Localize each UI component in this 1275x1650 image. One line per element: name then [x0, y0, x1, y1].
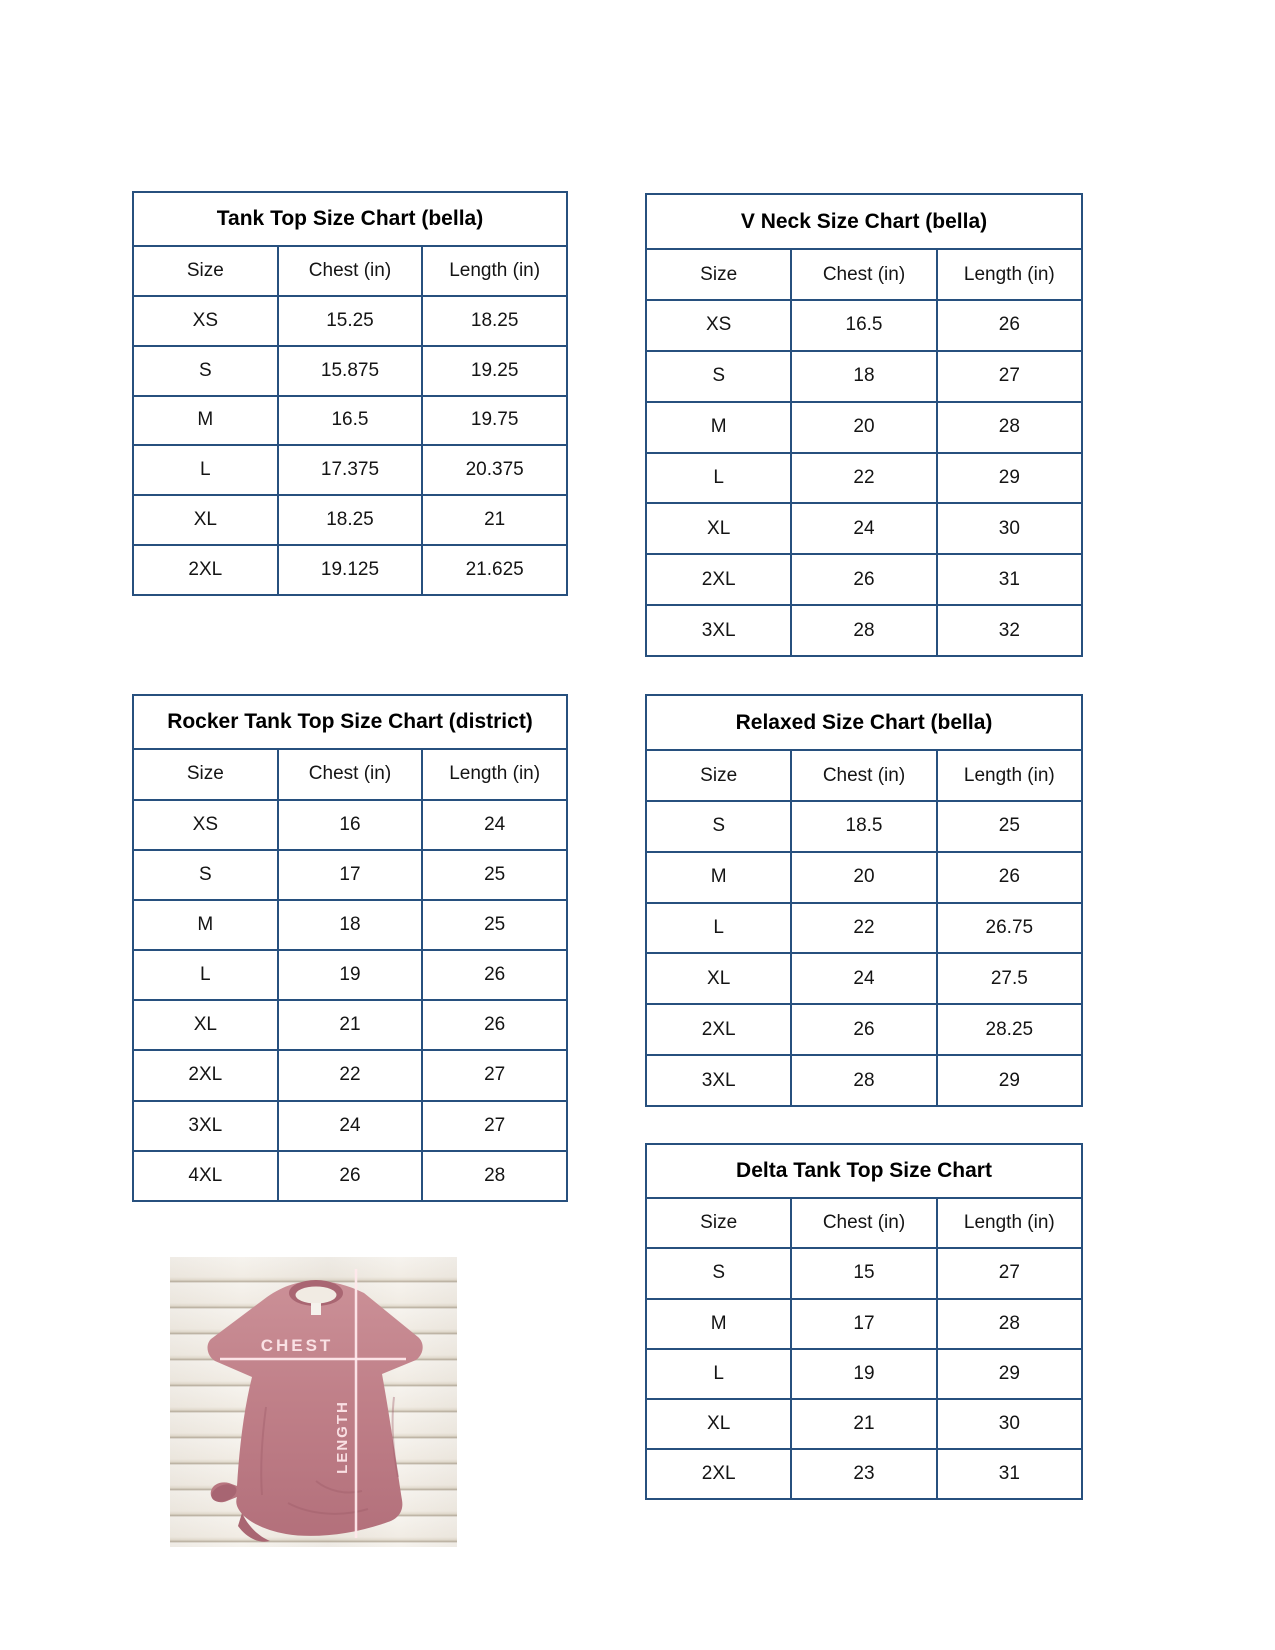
table-row [646, 554, 1082, 605]
length-cell: 27 [422, 1101, 567, 1151]
length-cell: 27 [422, 1050, 567, 1100]
tshirt-collar-opening [296, 1287, 337, 1304]
chest-cell: 19.125 [278, 545, 423, 595]
size-cell: XL [133, 495, 278, 545]
title-row [133, 192, 567, 246]
size-cell: 2XL [133, 545, 278, 595]
tshirt-neck-tag [311, 1303, 321, 1315]
size-cell: S [133, 850, 278, 900]
size-cell: M [646, 1299, 791, 1349]
length-label: LENGTH [334, 1400, 351, 1474]
tshirt-graphic [170, 1257, 457, 1547]
rocker-tank-top-size-table [132, 694, 568, 1202]
title-row [646, 695, 1082, 750]
size-cell: XL [646, 503, 791, 554]
chest-cell: 28 [791, 605, 936, 656]
chest-cell: 16 [278, 800, 423, 850]
table-row [646, 852, 1082, 903]
table-row [133, 900, 567, 950]
delta-tank-top-table [645, 1143, 1083, 1500]
column-header: Length (in) [937, 750, 1082, 801]
relaxed-size-table [645, 694, 1083, 1107]
table-row [646, 1449, 1082, 1499]
tshirt-body [208, 1281, 423, 1536]
length-cell: 19.25 [422, 346, 567, 396]
table-row [646, 605, 1082, 656]
chest-cell: 24 [278, 1101, 423, 1151]
chest-cell: 21 [278, 1000, 423, 1050]
table-row [646, 1248, 1082, 1298]
shirt-measurement-image [170, 1257, 457, 1547]
length-cell: 31 [937, 1449, 1082, 1499]
length-cell: 28 [937, 1299, 1082, 1349]
size-cell: L [646, 903, 791, 954]
length-cell: 27.5 [937, 953, 1082, 1004]
size-cell: L [133, 950, 278, 1000]
size-cell: M [646, 402, 791, 453]
length-cell: 18.25 [422, 296, 567, 346]
table-row [133, 950, 567, 1000]
table-row [646, 903, 1082, 954]
column-header: Size [646, 1198, 791, 1248]
table-row [646, 953, 1082, 1004]
chest-cell: 20 [791, 402, 936, 453]
size-cell: S [133, 346, 278, 396]
size-cell: 3XL [133, 1101, 278, 1151]
header-row [133, 246, 567, 296]
size-cell: M [646, 852, 791, 903]
size-cell: M [133, 396, 278, 446]
size-cell: XL [133, 1000, 278, 1050]
table-row [133, 1101, 567, 1151]
length-cell: 27 [937, 1248, 1082, 1298]
length-cell: 31 [937, 554, 1082, 605]
size-cell: XL [646, 1399, 791, 1449]
table-title: Delta Tank Top Size Chart [646, 1144, 1082, 1198]
v-neck-table [645, 193, 1083, 657]
chest-cell: 19 [791, 1349, 936, 1399]
table-title: Tank Top Size Chart (bella) [133, 192, 567, 246]
chest-cell: 22 [791, 903, 936, 954]
length-cell: 26 [422, 950, 567, 1000]
length-cell: 29 [937, 453, 1082, 504]
column-header: Size [646, 750, 791, 801]
column-header: Length (in) [422, 749, 567, 799]
size-cell: XS [133, 800, 278, 850]
length-cell: 28.25 [937, 1004, 1082, 1055]
column-header: Length (in) [937, 1198, 1082, 1248]
length-cell: 19.75 [422, 396, 567, 446]
table-row [646, 1055, 1082, 1106]
column-header: Length (in) [422, 246, 567, 296]
table-row [133, 346, 567, 396]
chest-cell: 15 [791, 1248, 936, 1298]
column-header: Size [646, 249, 791, 300]
length-cell: 29 [937, 1055, 1082, 1106]
header-row [646, 1198, 1082, 1248]
table-row [646, 1399, 1082, 1449]
chest-cell: 15.875 [278, 346, 423, 396]
length-cell: 28 [937, 402, 1082, 453]
length-cell: 26 [422, 1000, 567, 1050]
table-row [133, 1000, 567, 1050]
header-row [646, 750, 1082, 801]
length-cell: 25 [422, 850, 567, 900]
size-cell: 2XL [646, 1004, 791, 1055]
chest-cell: 28 [791, 1055, 936, 1106]
chest-cell: 18.5 [791, 801, 936, 852]
size-cell: S [646, 801, 791, 852]
size-cell: L [646, 1349, 791, 1399]
table-title: Rocker Tank Top Size Chart (district) [133, 695, 567, 749]
table-row [646, 1299, 1082, 1349]
chest-cell: 24 [791, 953, 936, 1004]
chest-cell: 23 [791, 1449, 936, 1499]
chest-cell: 17 [791, 1299, 936, 1349]
tank-top-size-table [132, 191, 568, 596]
chest-cell: 22 [278, 1050, 423, 1100]
chest-cell: 24 [791, 503, 936, 554]
length-cell: 26.75 [937, 903, 1082, 954]
rocker-tank-top-table [132, 694, 568, 1202]
size-cell: 4XL [133, 1151, 278, 1201]
size-cell: M [133, 900, 278, 950]
chest-cell: 15.25 [278, 296, 423, 346]
table-row [133, 1151, 567, 1201]
length-cell: 26 [937, 300, 1082, 351]
size-cell: XS [133, 296, 278, 346]
chest-cell: 16.5 [278, 396, 423, 446]
length-cell: 27 [937, 351, 1082, 402]
size-cell: 2XL [133, 1050, 278, 1100]
length-cell: 24 [422, 800, 567, 850]
table-row [646, 453, 1082, 504]
table-row [646, 503, 1082, 554]
length-cell: 30 [937, 503, 1082, 554]
chest-cell: 18.25 [278, 495, 423, 545]
table-row [133, 445, 567, 495]
chest-cell: 16.5 [791, 300, 936, 351]
table-row [646, 300, 1082, 351]
length-cell: 28 [422, 1151, 567, 1201]
size-cell: L [133, 445, 278, 495]
chest-cell: 18 [791, 351, 936, 402]
chest-cell: 22 [791, 453, 936, 504]
title-row [133, 695, 567, 749]
table-row [646, 351, 1082, 402]
size-cell: XS [646, 300, 791, 351]
header-row [646, 249, 1082, 300]
relaxed-table [645, 694, 1083, 1107]
length-cell: 21 [422, 495, 567, 545]
length-cell: 21.625 [422, 545, 567, 595]
size-cell: 3XL [646, 605, 791, 656]
table-row [133, 1050, 567, 1100]
size-cell: XL [646, 953, 791, 1004]
column-header: Chest (in) [791, 1198, 936, 1248]
length-cell: 30 [937, 1399, 1082, 1449]
column-header: Chest (in) [278, 246, 423, 296]
table-row [133, 545, 567, 595]
table-row [133, 850, 567, 900]
chest-cell: 21 [791, 1399, 936, 1449]
table-title: Relaxed Size Chart (bella) [646, 695, 1082, 750]
chest-cell: 26 [278, 1151, 423, 1201]
size-cell: 2XL [646, 1449, 791, 1499]
table-row [646, 1349, 1082, 1399]
title-row [646, 1144, 1082, 1198]
chest-label: CHEST [260, 1336, 334, 1355]
title-row [646, 194, 1082, 249]
column-header: Size [133, 246, 278, 296]
column-header: Chest (in) [791, 249, 936, 300]
length-cell: 25 [422, 900, 567, 950]
size-cell: S [646, 351, 791, 402]
table-row [133, 800, 567, 850]
chest-cell: 20 [791, 852, 936, 903]
size-cell: L [646, 453, 791, 504]
length-cell: 29 [937, 1349, 1082, 1399]
chest-cell: 17 [278, 850, 423, 900]
length-cell: 32 [937, 605, 1082, 656]
chest-cell: 26 [791, 554, 936, 605]
table-row [646, 1004, 1082, 1055]
chest-cell: 18 [278, 900, 423, 950]
size-cell: 2XL [646, 554, 791, 605]
column-header: Size [133, 749, 278, 799]
delta-tank-top-size-table [645, 1143, 1083, 1500]
tank-top-table [132, 191, 568, 596]
table-row [133, 396, 567, 446]
chest-cell: 17.375 [278, 445, 423, 495]
size-cell: 3XL [646, 1055, 791, 1106]
size-cell: S [646, 1248, 791, 1298]
table-row [133, 495, 567, 545]
table-title: V Neck Size Chart (bella) [646, 194, 1082, 249]
column-header: Chest (in) [278, 749, 423, 799]
length-cell: 20.375 [422, 445, 567, 495]
table-row [646, 402, 1082, 453]
column-header: Length (in) [937, 249, 1082, 300]
length-cell: 25 [937, 801, 1082, 852]
table-row [646, 801, 1082, 852]
chest-cell: 19 [278, 950, 423, 1000]
table-row [133, 296, 567, 346]
header-row [133, 749, 567, 799]
column-header: Chest (in) [791, 750, 936, 801]
length-cell: 26 [937, 852, 1082, 903]
chest-cell: 26 [791, 1004, 936, 1055]
v-neck-size-table [645, 193, 1083, 657]
